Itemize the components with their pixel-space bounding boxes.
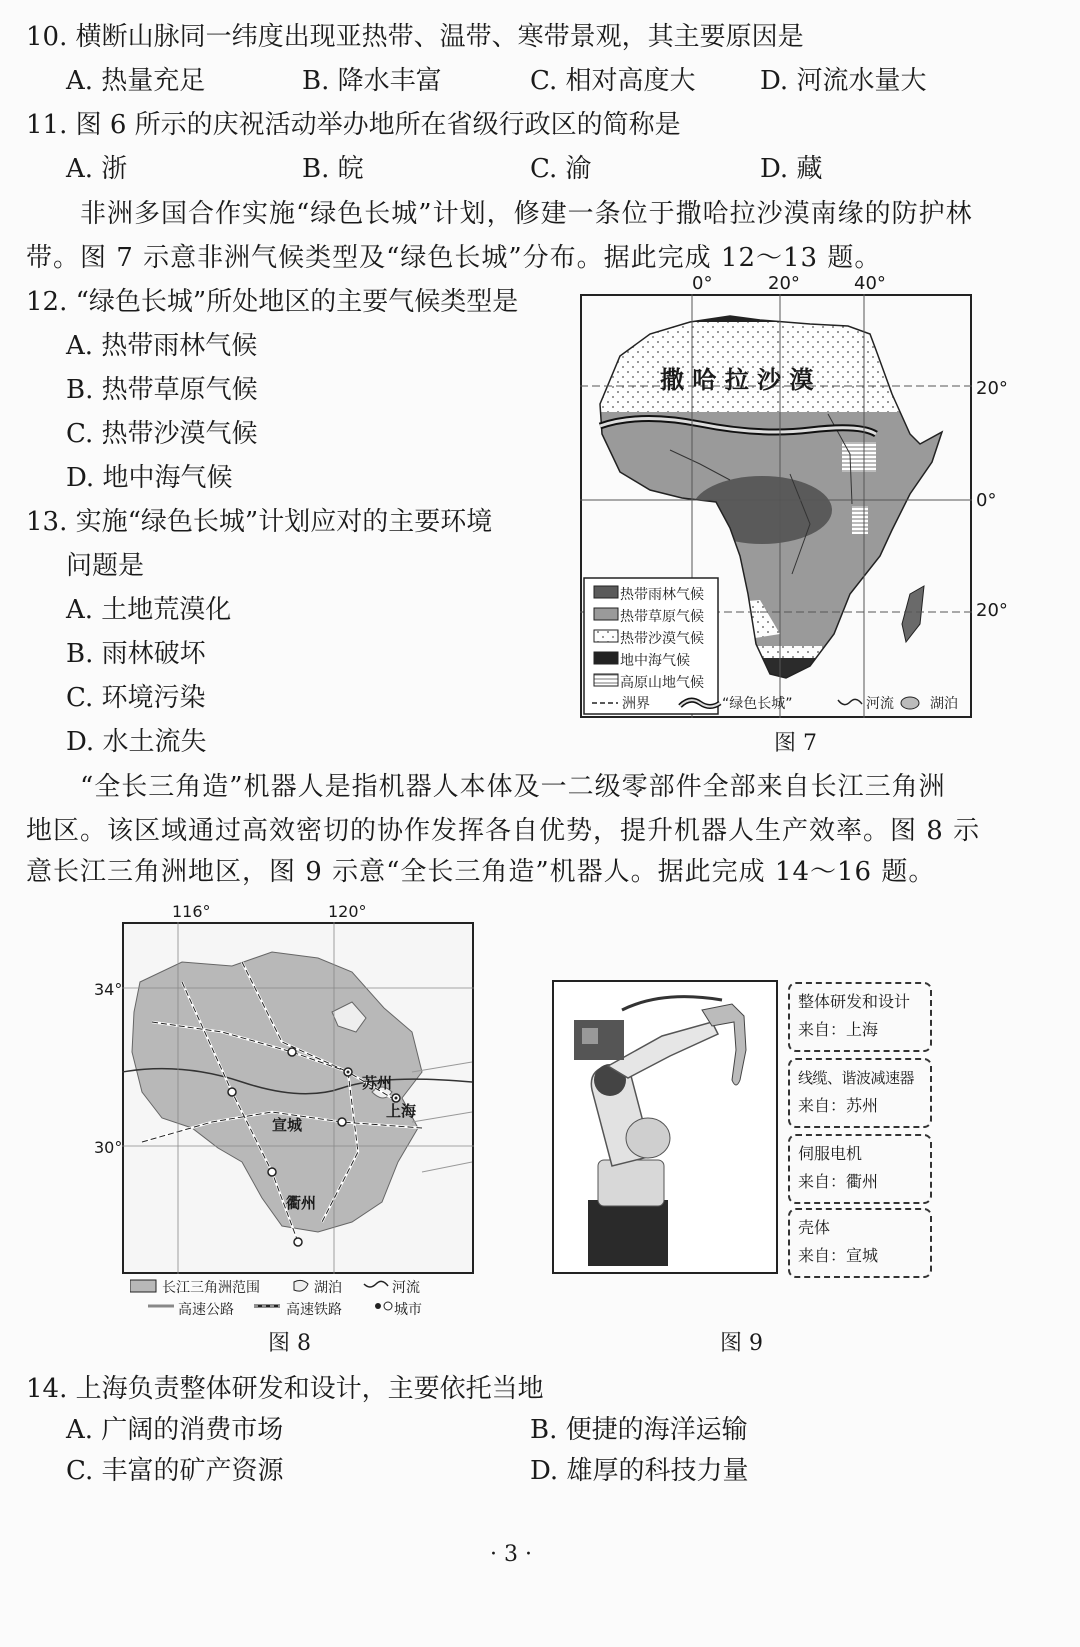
intro2-line-1: “全长三角造”机器人是指机器人本体及一二级零部件全部来自长江三角洲 bbox=[80, 772, 946, 802]
fig9-box-shanghai-part: 整体研发和设计 bbox=[798, 992, 911, 1011]
fig7-lat-label-0: 0° bbox=[976, 490, 997, 511]
fig8-lat-label-34: 34° bbox=[94, 980, 123, 999]
q13-stem-line-1: 13. 实施“绿色长城”计划应对的主要环境 bbox=[26, 507, 493, 537]
fig7-desert-label: 撒 哈 拉 沙 漠 bbox=[660, 366, 814, 394]
fig8-city-shanghai: 上海 bbox=[386, 1102, 417, 1120]
fig8-legend-lake: 湖泊 bbox=[314, 1280, 342, 1296]
fig9-box-xuancheng bbox=[788, 1208, 932, 1278]
q12-option-d: D. 地中海气候 bbox=[66, 463, 233, 493]
fig9-box-xuancheng-part: 壳体 bbox=[798, 1218, 831, 1237]
q10-option-a: A. 热量充足 bbox=[66, 66, 206, 96]
intro2-line-2: 地区。该区域通过高效密切的协作发挥各自优势，提升机器人生产效率。图 8 示 bbox=[26, 816, 981, 846]
fig7-legend-rainforest: 热带雨林气候 bbox=[620, 587, 704, 603]
fig7-legend-highland: 高原山地气候 bbox=[620, 675, 704, 691]
fig8-legend-city: 城市 bbox=[394, 1302, 422, 1318]
q14-stem: 14. 上海负责整体研发和设计，主要依托当地 bbox=[26, 1374, 544, 1404]
q14-option-d: D. 雄厚的科技力量 bbox=[530, 1456, 749, 1486]
fig8-city-xuancheng: 宣城 bbox=[272, 1116, 303, 1134]
fig8-caption: 图 8 bbox=[268, 1331, 311, 1356]
fig7-lat-label-20n: 20° bbox=[976, 378, 1008, 399]
fig7-bottom-legend-river: 河流 bbox=[866, 696, 894, 712]
fig9-box-suzhou-part: 线缆、谐波减速器 bbox=[798, 1069, 915, 1087]
fig8-lon-label-116: 116° bbox=[172, 902, 211, 921]
q10-option-b: B. 降水丰富 bbox=[302, 66, 442, 96]
q13-option-b: B. 雨林破坏 bbox=[66, 639, 206, 669]
fig8-legend-high-speed-rail: 高速铁路 bbox=[286, 1302, 342, 1318]
intro-paragraph-line-2: 带。图 7 示意非洲气候类型及“绿色长城”分布。据此完成 12～13 题。 bbox=[26, 243, 882, 273]
page-number: · 3 · bbox=[490, 1542, 532, 1567]
fig7-lon-label-40: 40° bbox=[854, 273, 886, 294]
fig7-lon-label-0: 0° bbox=[692, 273, 713, 294]
q12-stem: 12. “绿色长城”所处地区的主要气候类型是 bbox=[26, 287, 519, 317]
fig9-box-shanghai bbox=[788, 982, 932, 1052]
fig9-box-suzhou bbox=[788, 1058, 932, 1128]
fig7-bottom-legend-lake: 湖泊 bbox=[930, 696, 958, 712]
fig8-lon-label-120: 120° bbox=[328, 902, 367, 921]
q13-stem-line-2: 问题是 bbox=[66, 551, 145, 581]
fig9-box-suzhou-origin: 来自：苏州 bbox=[798, 1096, 879, 1115]
fig7-legend-desert: 热带沙漠气候 bbox=[620, 631, 704, 647]
q13-option-c: C. 环境污染 bbox=[66, 683, 206, 713]
q14-option-a: A. 广阔的消费市场 bbox=[66, 1415, 284, 1445]
fig8-legend-delta-range: 长江三角洲范围 bbox=[162, 1280, 260, 1296]
q13-option-a: A. 土地荒漠化 bbox=[66, 595, 232, 625]
fig8-city-suzhou: 苏州 bbox=[362, 1074, 393, 1092]
fig7-legend-mediterranean: 地中海气候 bbox=[620, 653, 690, 669]
fig8-city-quzhou: 衢州 bbox=[286, 1194, 317, 1212]
fig9-box-quzhou bbox=[788, 1134, 932, 1204]
fig7-lat-label-20s: 20° bbox=[976, 600, 1008, 621]
fig8-legend-expressway: 高速公路 bbox=[178, 1302, 234, 1318]
fig7-bottom-legend-green-wall: “绿色长城” bbox=[722, 696, 793, 712]
q12-option-b: B. 热带草原气候 bbox=[66, 375, 258, 405]
fig9-robot-photo bbox=[552, 980, 778, 1274]
fig9-box-shanghai-origin: 来自：上海 bbox=[798, 1020, 879, 1039]
intro2-line-3: 意长江三角洲地区，图 9 示意“全长三角造”机器人。据此完成 14～16 题。 bbox=[26, 857, 936, 887]
fig7-legend-savanna: 热带草原气候 bbox=[620, 609, 704, 625]
q11-option-a: A. 浙 bbox=[66, 154, 128, 184]
q12-option-c: C. 热带沙漠气候 bbox=[66, 419, 258, 449]
q14-option-c: C. 丰富的矿产资源 bbox=[66, 1456, 284, 1486]
fig7-bottom-legend-border: 洲界 bbox=[622, 696, 650, 712]
fig8-lat-label-30: 30° bbox=[94, 1138, 123, 1157]
q11-option-c: C. 渝 bbox=[530, 154, 592, 184]
fig8-legend-river: 河流 bbox=[392, 1280, 420, 1296]
fig7-lon-label-20: 20° bbox=[768, 273, 800, 294]
q11-option-d: D. 藏 bbox=[760, 154, 823, 184]
q10-stem: 10. 横断山脉同一纬度出现亚热带、温带、寒带景观，其主要原因是 bbox=[26, 22, 804, 52]
fig8-yangtze-delta-map bbox=[122, 922, 474, 1274]
q10-option-c: C. 相对高度大 bbox=[530, 66, 696, 96]
q14-option-b: B. 便捷的海洋运输 bbox=[530, 1415, 748, 1445]
q13-option-d: D. 水土流失 bbox=[66, 727, 207, 757]
intro-paragraph-line-1: 非洲多国合作实施“绿色长城”计划，修建一条位于撒哈拉沙漠南缘的防护林 bbox=[80, 199, 973, 229]
q11-option-b: B. 皖 bbox=[302, 154, 364, 184]
q11-stem: 11. 图 6 所示的庆祝活动举办地所在省级行政区的简称是 bbox=[26, 110, 681, 140]
q10-option-d: D. 河流水量大 bbox=[760, 66, 927, 96]
fig9-box-xuancheng-origin: 来自：宣城 bbox=[798, 1246, 879, 1265]
fig7-caption: 图 7 bbox=[774, 731, 817, 756]
q12-option-a: A. 热带雨林气候 bbox=[66, 331, 258, 361]
fig9-caption: 图 9 bbox=[720, 1331, 763, 1356]
fig9-box-quzhou-part: 伺服电机 bbox=[798, 1144, 863, 1163]
fig9-box-quzhou-origin: 来自：衢州 bbox=[798, 1172, 879, 1191]
